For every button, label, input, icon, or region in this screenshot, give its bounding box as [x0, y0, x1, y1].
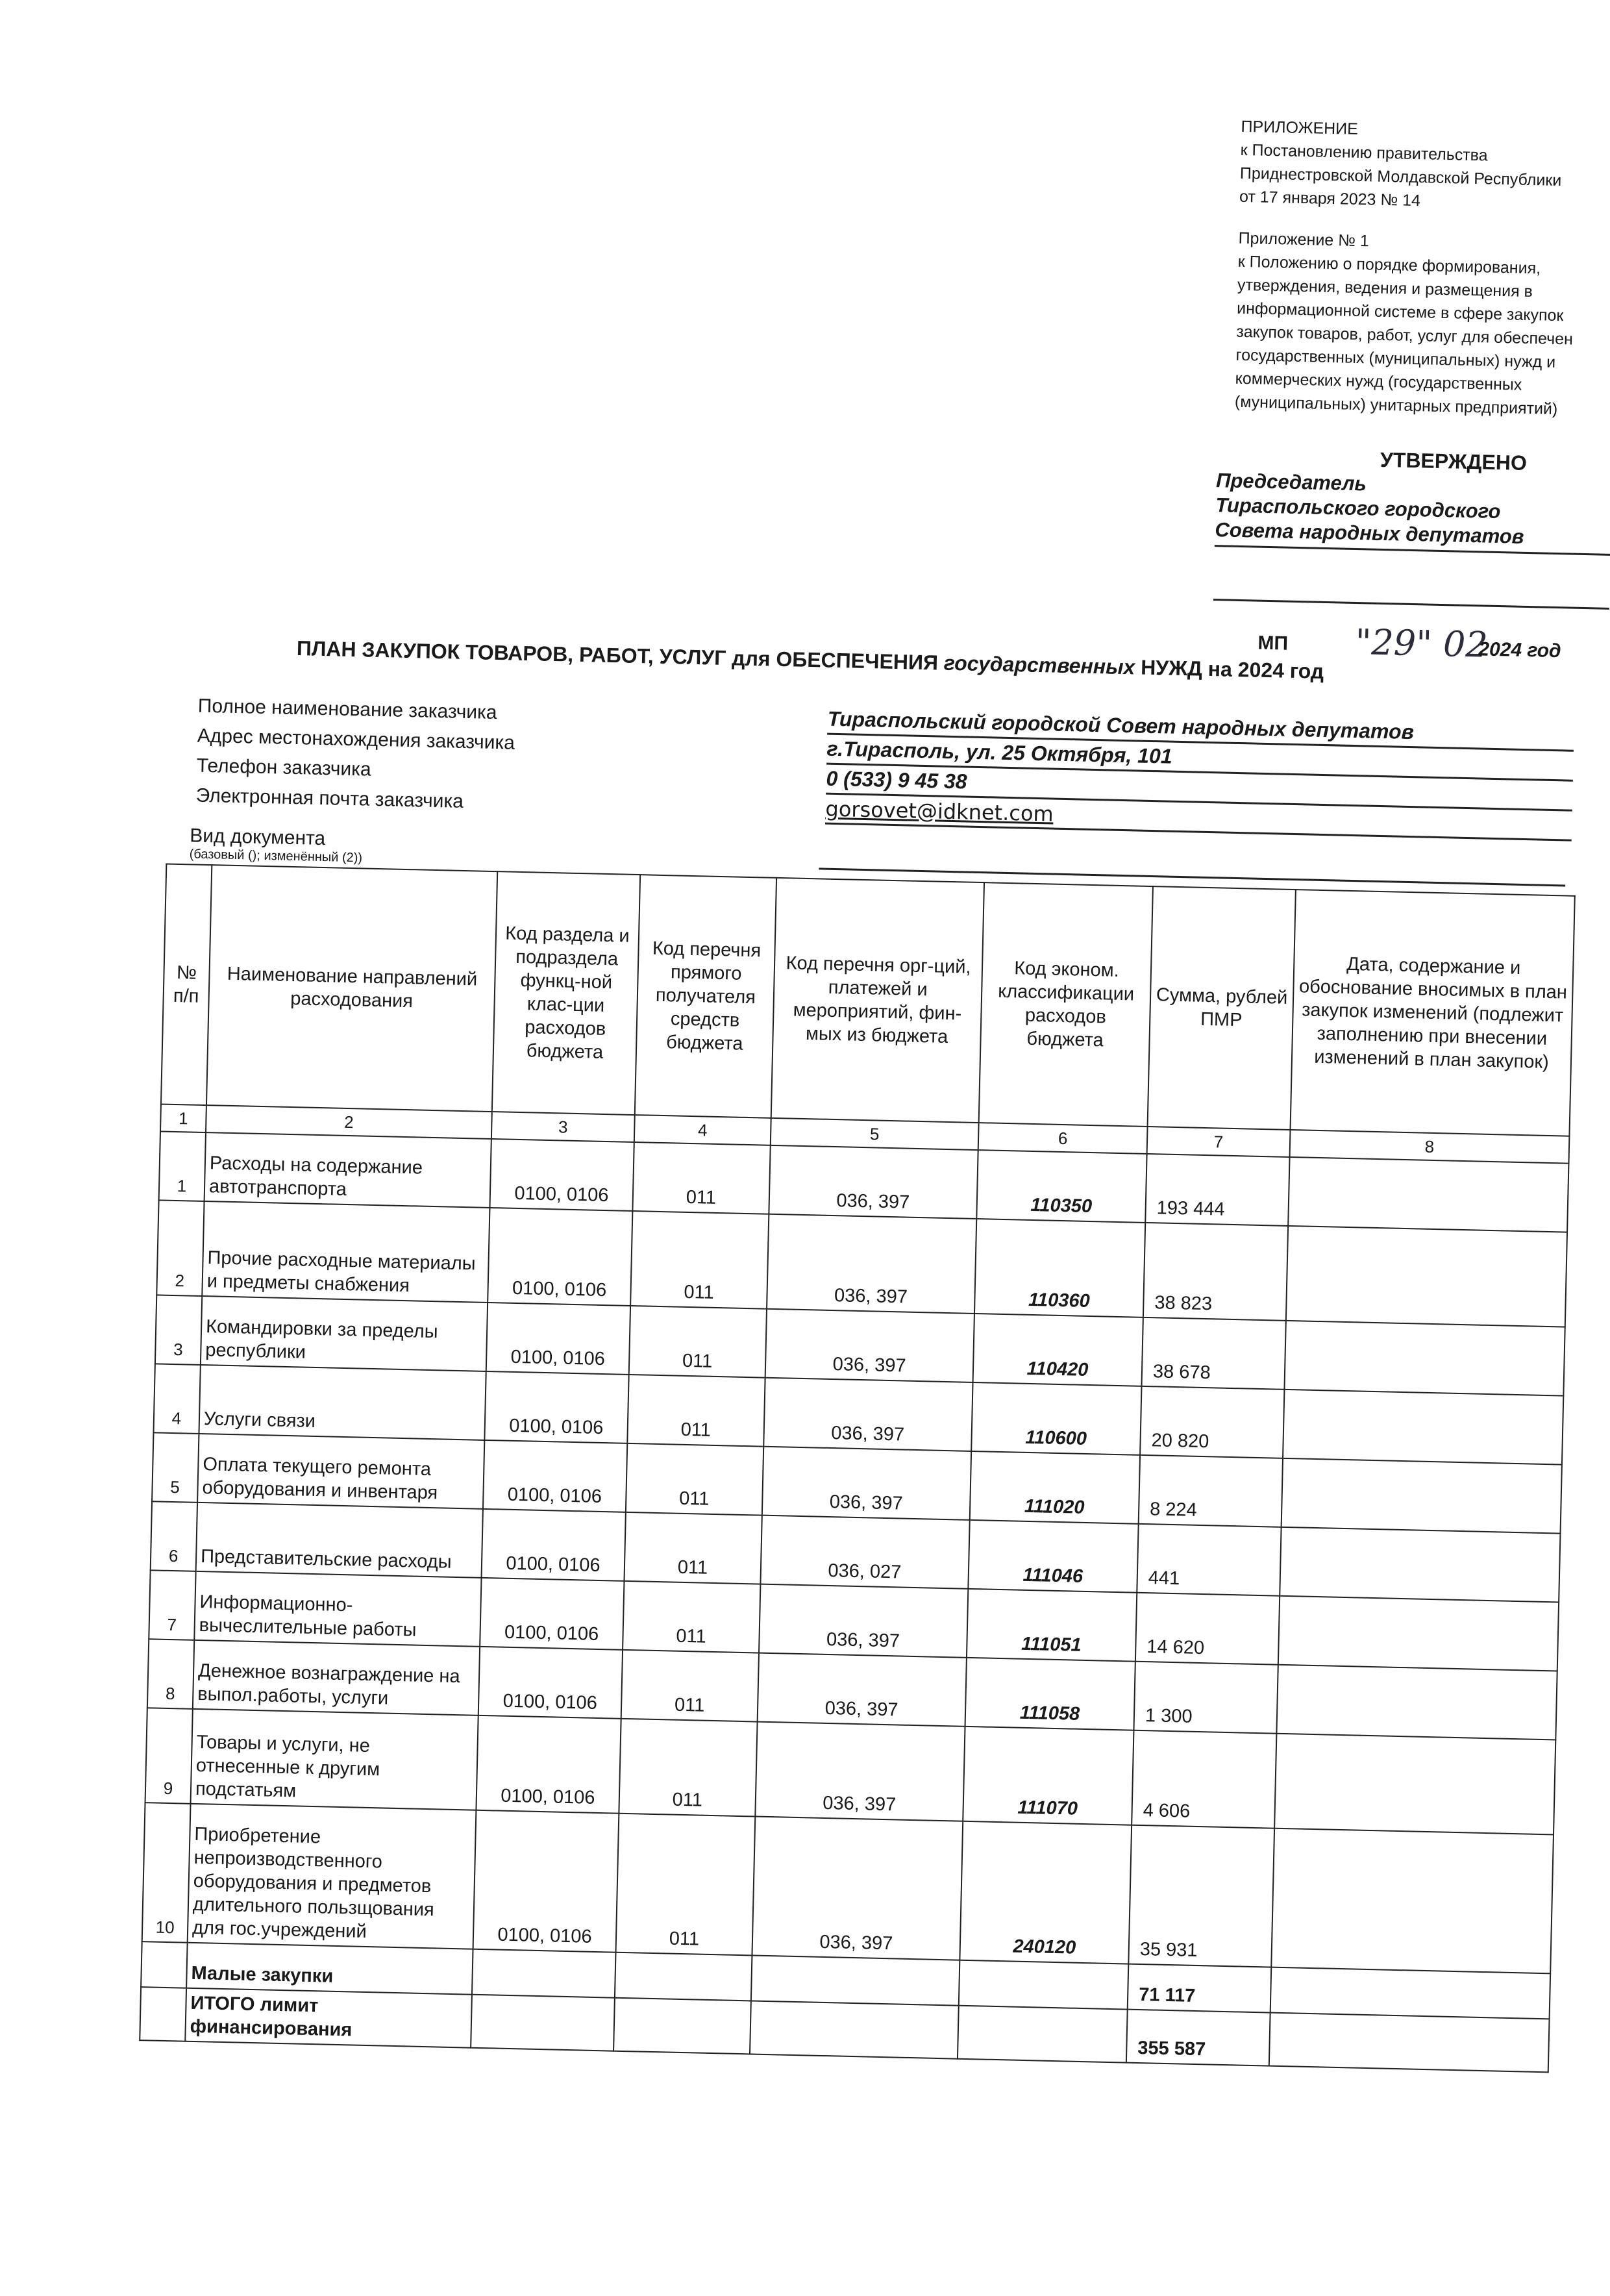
column-number: 2	[206, 1105, 492, 1139]
approved-heading: УТВЕРЖДЕНО	[1380, 447, 1528, 475]
title-part: НУЖД на 2024 год	[1140, 655, 1324, 683]
appendix-line: утверждения, ведения и размещения в	[1237, 275, 1533, 301]
section-code: 0100, 0106	[489, 1139, 634, 1211]
row-number: 10	[142, 1803, 191, 1943]
empty-cell	[471, 1995, 615, 2051]
signature-line	[1213, 547, 1610, 610]
recipient-code: 011	[621, 1650, 759, 1722]
approval-year: 2024 год	[1478, 638, 1561, 662]
recipient-code: 011	[630, 1211, 769, 1309]
handwritten-date: "29" 02	[1354, 621, 1489, 666]
doctype-label: Вид документа	[189, 825, 326, 850]
appendix-line: ПРИЛОЖЕНИЕ	[1241, 117, 1359, 138]
total-sum: 355 587	[1126, 2010, 1270, 2066]
appendix-line: Приднестровской Молдавской Республики	[1239, 164, 1562, 190]
total-label: ИТОГО лимит финансирования	[185, 1988, 472, 2048]
customer-label: Адрес местонахождения заказчика	[197, 725, 515, 754]
customer-info	[195, 693, 1600, 844]
customer-label: Полное наименование заказчика	[197, 695, 497, 724]
section-code: 0100, 0106	[478, 1647, 623, 1719]
expense-name: Расходы на содержание автотранспорта	[204, 1132, 491, 1208]
row-number: 8	[147, 1639, 194, 1709]
column-number: 3	[491, 1112, 635, 1142]
expense-name: Услуги связи	[199, 1365, 486, 1440]
expense-name: Приобретение непроизводственного оборудования и предметов длительного пользщования для гос.учреждений	[188, 1804, 477, 1949]
change-note	[1282, 1458, 1562, 1534]
recipient-code: 011	[624, 1512, 762, 1584]
row-number: 9	[145, 1708, 193, 1804]
org-code: 036, 027	[760, 1516, 969, 1589]
empty-cell	[613, 1998, 751, 2054]
empty-cell	[1270, 1967, 1550, 2019]
recipient-code: 011	[619, 1719, 757, 1817]
empty-cell	[1269, 2013, 1550, 2073]
customer-value: 0 (533) 9 45 38	[826, 767, 1573, 812]
approval-block	[1213, 444, 1610, 610]
change-note	[1280, 1527, 1560, 1603]
econ-code: 111051	[967, 1589, 1137, 1662]
row-number: 1	[159, 1131, 206, 1201]
stamp-place-label: МП	[1257, 632, 1289, 655]
org-code: 036, 397	[763, 1378, 972, 1451]
sum-value: 38 678	[1141, 1317, 1285, 1390]
row-number: 5	[152, 1432, 199, 1503]
customer-label: Электронная почта заказчика	[195, 784, 464, 812]
expense-name: Представительские расходы	[196, 1503, 483, 1578]
appendix-line: от 17 января 2023 № 14	[1239, 187, 1421, 210]
header-cell: Код перечня прямого получателя средств бюджета	[635, 875, 776, 1118]
customer-value: г.Тирасполь, ул. 25 Октября, 101	[826, 737, 1574, 782]
empty-cell	[615, 1953, 752, 2001]
column-number: 4	[634, 1115, 771, 1145]
org-code: 036, 397	[765, 1309, 974, 1382]
org-code: 036, 397	[762, 1447, 971, 1520]
small-purchases-sum: 71 117	[1128, 1964, 1272, 2013]
recipient-code: 011	[623, 1581, 760, 1653]
expense-name: Прочие расходные материалы и предметы снабжения	[202, 1201, 489, 1303]
appendix-line: государственных (муниципальных) нужд и	[1235, 345, 1556, 371]
row-number: 6	[151, 1501, 197, 1571]
recipient-code: 011	[627, 1375, 765, 1447]
org-code: 036, 397	[769, 1145, 978, 1219]
appendix-line: к Положению о порядке формирования,	[1237, 252, 1541, 278]
sum-value: 35 931	[1128, 1825, 1274, 1967]
approver-line: Совета народных депутатов	[1215, 518, 1524, 548]
org-code: 036, 397	[758, 1653, 967, 1727]
customer-label: Телефон заказчика	[196, 755, 372, 780]
empty-cell	[751, 1955, 960, 2005]
change-note	[1288, 1157, 1568, 1232]
econ-code: 110600	[971, 1382, 1141, 1455]
header-row	[161, 864, 1575, 1136]
sum-value: 193 444	[1145, 1154, 1289, 1226]
expense-name: Командировки за пределы республики	[201, 1296, 488, 1371]
header-cell: № п/п	[161, 864, 212, 1105]
econ-code: 240120	[960, 1821, 1132, 1964]
econ-code: 110420	[973, 1314, 1143, 1386]
econ-code: 111046	[968, 1520, 1138, 1593]
org-code: 036, 397	[752, 1817, 963, 1960]
econ-code: 111020	[970, 1451, 1140, 1524]
empty-cell	[959, 1960, 1129, 2010]
section-code: 0100, 0106	[482, 1509, 626, 1581]
header-cell: Код раздела и подраздела функц-ной клас-ции расходов бюджета	[492, 871, 640, 1115]
sum-value: 8 224	[1139, 1455, 1283, 1527]
econ-code: 111070	[963, 1727, 1133, 1825]
org-code: 036, 397	[759, 1584, 968, 1658]
change-note	[1274, 1734, 1555, 1835]
appendix-line: информационной системе в сфере закупок	[1236, 299, 1564, 325]
row-number: 2	[156, 1200, 204, 1296]
appendix-block	[1235, 115, 1610, 422]
small-purchases-label: Малые закупки	[186, 1943, 473, 1995]
recipient-code: 011	[616, 1814, 756, 1956]
sum-value: 441	[1137, 1524, 1281, 1596]
customer-value: Тираспольский городской Совет народных депутатов	[827, 707, 1574, 752]
procurement-table	[139, 864, 1576, 2073]
section-code: 0100, 0106	[473, 1810, 619, 1953]
row-number: 3	[155, 1295, 202, 1365]
recipient-code: 011	[632, 1142, 770, 1214]
sum-value: 14 620	[1135, 1593, 1280, 1665]
appendix-line: (муниципальных) унитарных предприятий)	[1234, 392, 1558, 419]
change-note	[1286, 1226, 1567, 1327]
header-cell: Наименование направлений расходования	[206, 865, 497, 1112]
expense-name: Оплата текущего ремонта оборудования и инвентаря	[197, 1434, 484, 1509]
section-code: 0100, 0106	[484, 1371, 628, 1443]
customer-email-link[interactable]: gorsovet@idknet.com	[825, 797, 1572, 842]
row-number: 4	[153, 1364, 200, 1434]
section-code: 0100, 0106	[476, 1716, 621, 1814]
appendix-line: закупок товаров, работ, услуг для обеспечен	[1236, 322, 1574, 349]
appendix-line: коммерческих нужд (государственных	[1235, 369, 1522, 394]
empty-cell	[750, 2001, 959, 2058]
approver-line: Тираспольского городского	[1215, 493, 1501, 523]
empty-cell	[958, 2006, 1128, 2063]
doctype-sub: (базовый (); изменённый (2))	[189, 847, 363, 866]
section-code: 0100, 0106	[480, 1578, 624, 1650]
column-number: 1	[160, 1104, 206, 1132]
econ-code: 111058	[965, 1658, 1135, 1730]
approver-line: Председатель	[1215, 469, 1367, 495]
econ-code: 110360	[974, 1219, 1145, 1317]
appendix-line: к Постановлению правительства	[1240, 140, 1488, 165]
stamp-date-row	[1257, 621, 1609, 666]
org-code: 036, 397	[767, 1214, 976, 1314]
sum-value: 1 300	[1133, 1662, 1278, 1734]
change-note	[1276, 1665, 1557, 1740]
section-code: 0100, 0106	[488, 1208, 632, 1306]
section-code: 0100, 0106	[486, 1303, 630, 1375]
recipient-code: 011	[629, 1306, 767, 1378]
econ-code: 110350	[976, 1150, 1146, 1223]
column-number: 8	[1290, 1130, 1570, 1164]
change-note	[1284, 1321, 1565, 1396]
sum-value: 20 820	[1140, 1386, 1284, 1458]
header-cell: Код перечня орг-ций, платежей и мероприятий, фин-мых из бюджета	[771, 878, 984, 1123]
title-part: государственных	[943, 651, 1135, 679]
title-part: ПЛАН ЗАКУПОК ТОВАРОВ, РАБОТ, УСЛУГ для ОБЕСПЕЧЕНИЯ	[296, 636, 939, 675]
expense-name: Товары и услуги, не отнесенные к другим подстатьям	[191, 1709, 478, 1810]
column-number: 5	[771, 1118, 979, 1150]
change-note	[1283, 1390, 1563, 1465]
empty-cell	[141, 1941, 188, 1988]
appendix-line: Приложение № 1	[1238, 229, 1370, 251]
column-number: 6	[978, 1123, 1148, 1154]
org-code: 036, 397	[755, 1722, 965, 1821]
sum-value: 38 823	[1143, 1223, 1288, 1321]
change-note	[1271, 1828, 1554, 1974]
change-note	[1278, 1596, 1559, 1671]
header-cell: Дата, содержание и обоснование вносимых в план закупок изменений (подлежит заполнению при внесении изменений в план закупок)	[1291, 890, 1575, 1136]
sum-value: 4 606	[1132, 1730, 1276, 1828]
empty-cell	[472, 1949, 616, 1998]
row-number: 7	[149, 1570, 195, 1640]
section-code: 0100, 0106	[483, 1440, 627, 1512]
expense-name: Денежное вознаграждение на выпол.работы, услуги	[193, 1640, 480, 1716]
recipient-code: 011	[626, 1443, 763, 1516]
header-cell: Сумма, рублей ПМР	[1148, 886, 1296, 1130]
expense-name: Информационно-вычеслительные работы	[194, 1571, 481, 1647]
page-title	[297, 636, 1324, 684]
header-cell: Код эконом. классификации расходов бюджета	[979, 882, 1153, 1127]
empty-cell	[140, 1987, 186, 2041]
column-number: 7	[1147, 1127, 1291, 1157]
